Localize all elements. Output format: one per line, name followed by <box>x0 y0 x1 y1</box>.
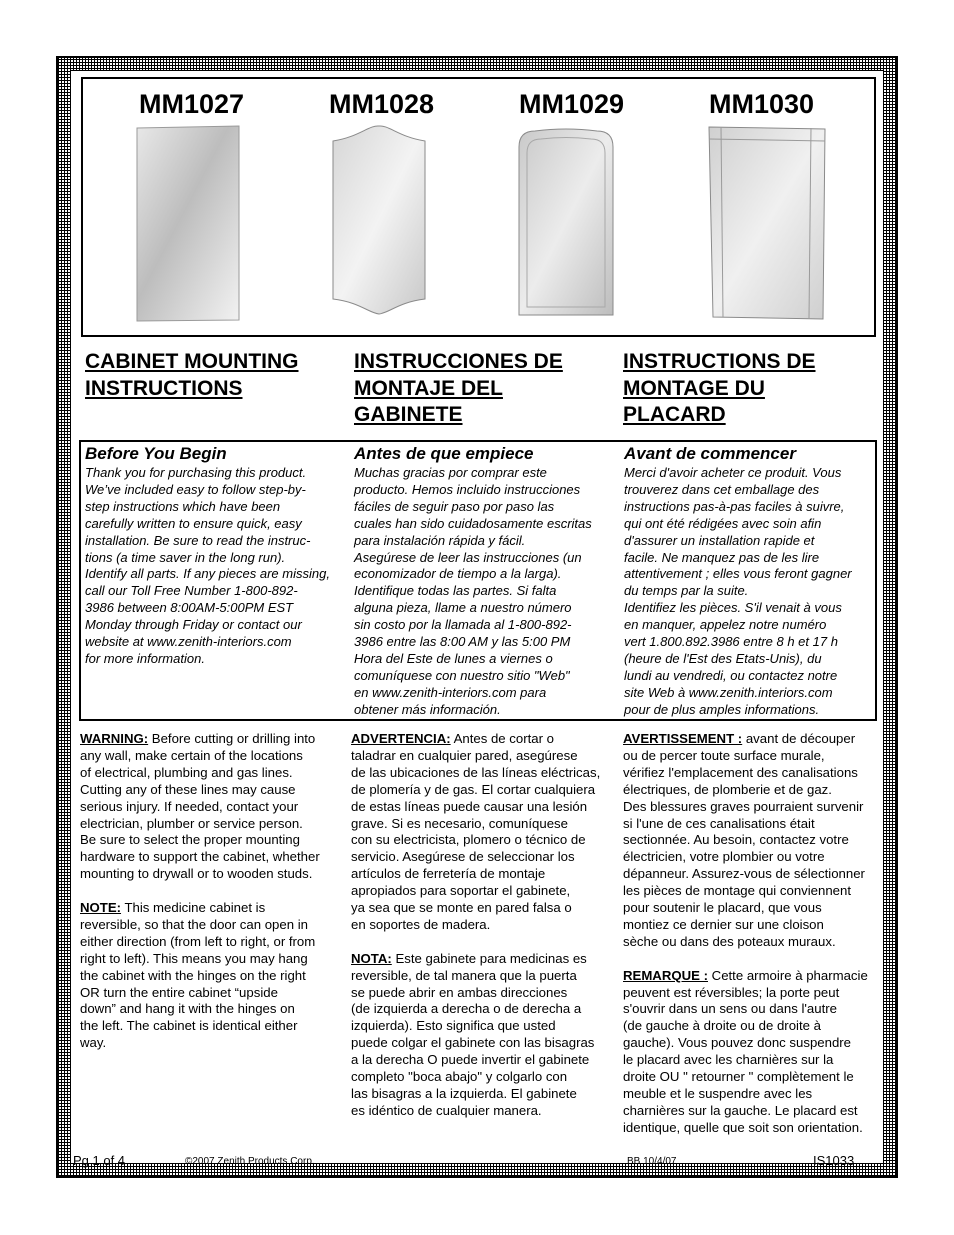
before-begin-french <box>624 442 852 719</box>
before-begin-english-text: Thank you for purchasing this product. We’ve included easy to follow step-by- step instructions which have been carefully written to ensure quick, easy installation. Be sure to read the instruc- tions (a time saver in the long run). Identify all parts. If any pieces are missing, call our Toll Free Number 1-800-892- 3986 between 8:00AM-5:00PM EST Monday through Friday or contact our website at www.zenith-interiors.com for more information. <box>85 465 330 666</box>
note-french-text: Cette armoire à pharmacie peuvent est réversibles; la porte peut s'ouvrir dans un sens ou dans l'autre (de gauche à droite ou de droite à gauche). Vous pouvez donc suspendre le placard avec les charnières sur la droite OU " retourner " complètement le meuble et le suspendre avec les charnières sur la gauche. Le placard est identique, quelle que soit son orientation. <box>623 967 868 1135</box>
before-begin-french-text: Merci d'avoir acheter ce produit. Vous trouverez dans cet emballage des instructions pas-à-pas faciles à suivre, qui ont été rédigées avec soin afin d'assurer un installation rapide et facile. Ne manquez pas de les lire attentivement ; elles vous feront gagner du temps par la suite. Identifiez les pièces. S'il venait à vous en manquer, appelez notre numéro vert 1.800.892.3986 entre 8 h et 17 h (heure de l'Est des Etats-Unis), du lundi au vendredi, ou contactez notre site Web à www.zenith.interiors.com pour de plus amples informations. <box>624 465 852 717</box>
warning-english-paragraph <box>80 731 320 883</box>
warnings-spanish <box>351 731 600 1137</box>
french-heading-line-2: MONTAGE DU <box>623 376 765 400</box>
page-number: Pg 1 of 4 <box>73 1153 126 1168</box>
french-heading <box>623 349 816 429</box>
note-spanish-label: NOTA: <box>351 950 392 966</box>
note-english-text: This medicine cabinet is reversible, so that the door can open in either direction (from left to right, or from right to left). This means you may hang the cabinet with the hinges on the right OR turn the entire cabinet “upside down” and hang it with the hinges on the left. The cabinet is identical either way. <box>80 900 316 1051</box>
french-heading-line-3: PLACARD <box>623 403 726 426</box>
model-mm1028-label: MM1028 <box>329 89 435 119</box>
note-english-paragraph <box>80 900 320 1052</box>
model-mm1030-label: MM1030 <box>709 89 815 119</box>
model-mm1027-label: MM1027 <box>139 89 245 119</box>
warning-french-text: avant de découper ou de percer toute surface murale, vérifiez l'emplacement des canalisations électriques, de plomberie et de gaz. Des blessures graves pourraient survenir si l'une de ces canalisations était sectionnée. Au besoin, contactez votre électricien, votre plombier ou votre dépanneur. Assurez-vous de sélectionner les pièces de montage qui conviennent pour soutenir le placard, que vous montiez ce dernier sur une cloison sèche ou dans des poteaux muraux. <box>623 731 865 949</box>
document-id: IS1033 <box>813 1153 855 1168</box>
mirror-mm1027-image <box>135 125 241 322</box>
note-french-paragraph <box>623 968 868 1137</box>
warning-english-text: Before cutting or drilling into any wall, make certain of the locations of electrical, plumbing and gas lines. Cutting any of these lines may cause serious injury. If needed, contact your electrician, plumber or service person. Be sure to select the proper mounting hardware to support the cabinet, whether mounting to drywall or to wooden studs. <box>80 731 320 882</box>
spanish-heading-line-3: GABINETE <box>354 403 463 426</box>
warning-spanish-text: Antes de cortar o taladrar en cualquier pared, asegúrese de las ubicaciones de las líneas eléctricas, de plomería y de gas. El cortar cualquiera de estas líneas puede causar una lesión grave. Si es necesario, comuníquese con su electricista, plomero o técnico de servicio. Asegúrese de seleccionar los artículos de ferretería de montaje apropiados para soportar el gabinete, ya sea que se monte en pared falsa o en soportes de madera. <box>351 731 601 932</box>
mirror-mm1029-image <box>517 127 615 319</box>
models-box <box>81 77 876 337</box>
before-begin-french-title: Avant de commencer <box>624 444 796 463</box>
before-begin-english <box>85 442 330 668</box>
spanish-heading <box>354 349 563 429</box>
mirror-mm1028-image <box>331 125 427 315</box>
note-spanish-text: Este gabinete para medicinas es reversible, de tal manera que la puerta se puede abrir en ambas direcciones (de izquierda a derecha o de derecha a izquierda). Esto significa que usted puede colgar el gabinete con las bisagras a la derecha O puede invertir el gabinete completo "boca abajo" y colgarlo con las bisagras a la izquierda. El gabinete es idéntico de cualquier manera. <box>351 950 595 1118</box>
note-french-label: REMARQUE : <box>623 967 708 983</box>
warning-english-label: WARNING: <box>80 731 149 746</box>
revision-date: BB 10/4/07 <box>627 1156 677 1167</box>
page-content <box>70 70 884 1168</box>
warnings-french <box>623 731 868 1154</box>
warning-french-paragraph <box>623 731 868 951</box>
warning-french-label: AVERTISSEMENT : <box>623 731 743 746</box>
mirror-mm1030-image <box>707 125 827 321</box>
before-begin-spanish-title: Antes de que empiece <box>354 444 534 463</box>
spanish-heading-line-2: MONTAJE DEL <box>354 376 503 400</box>
before-you-begin-box <box>79 440 877 721</box>
warning-spanish-label: ADVERTENCIA: <box>351 731 451 746</box>
english-heading-line-1: CABINET MOUNTING <box>85 350 299 373</box>
french-heading-line-1: INSTRUCTIONS DE <box>623 350 816 373</box>
before-begin-spanish-text: Muchas gracias por comprar este producto. Hemos incluido instrucciones fáciles de seguir paso por paso las cuales han sido cuidadosamente escritas para instalación rápida y fácil. Asegúrese de leer las instrucciones (un economizador de tiempo a la larga). Identifique todas las partes. Si falta alguna pieza, llame a nuestro número sin costo por la llamada al 1-800-892- 3986 entre las 8:00 AM y las 5:00 PM Hora del Este de lunes a viernes o comuníquese con nuestro sitio "Web" en www.zenith-interiors.com para obtener más información. <box>354 465 592 717</box>
note-english-label: NOTE: <box>80 900 122 916</box>
english-heading-line-2: INSTRUCTIONS <box>85 376 243 400</box>
before-begin-english-title: Before You Begin <box>85 444 227 463</box>
page-border <box>56 56 898 1178</box>
copyright: ©2007 Zenith Products Corp. <box>185 1156 315 1167</box>
english-heading <box>85 349 299 402</box>
spanish-heading-line-1: INSTRUCCIONES DE <box>354 350 563 373</box>
note-spanish-paragraph <box>351 951 600 1120</box>
warning-spanish-paragraph <box>351 731 600 934</box>
warnings-english <box>80 731 320 1069</box>
model-mm1029-label: MM1029 <box>519 89 625 119</box>
before-begin-spanish <box>354 442 592 719</box>
